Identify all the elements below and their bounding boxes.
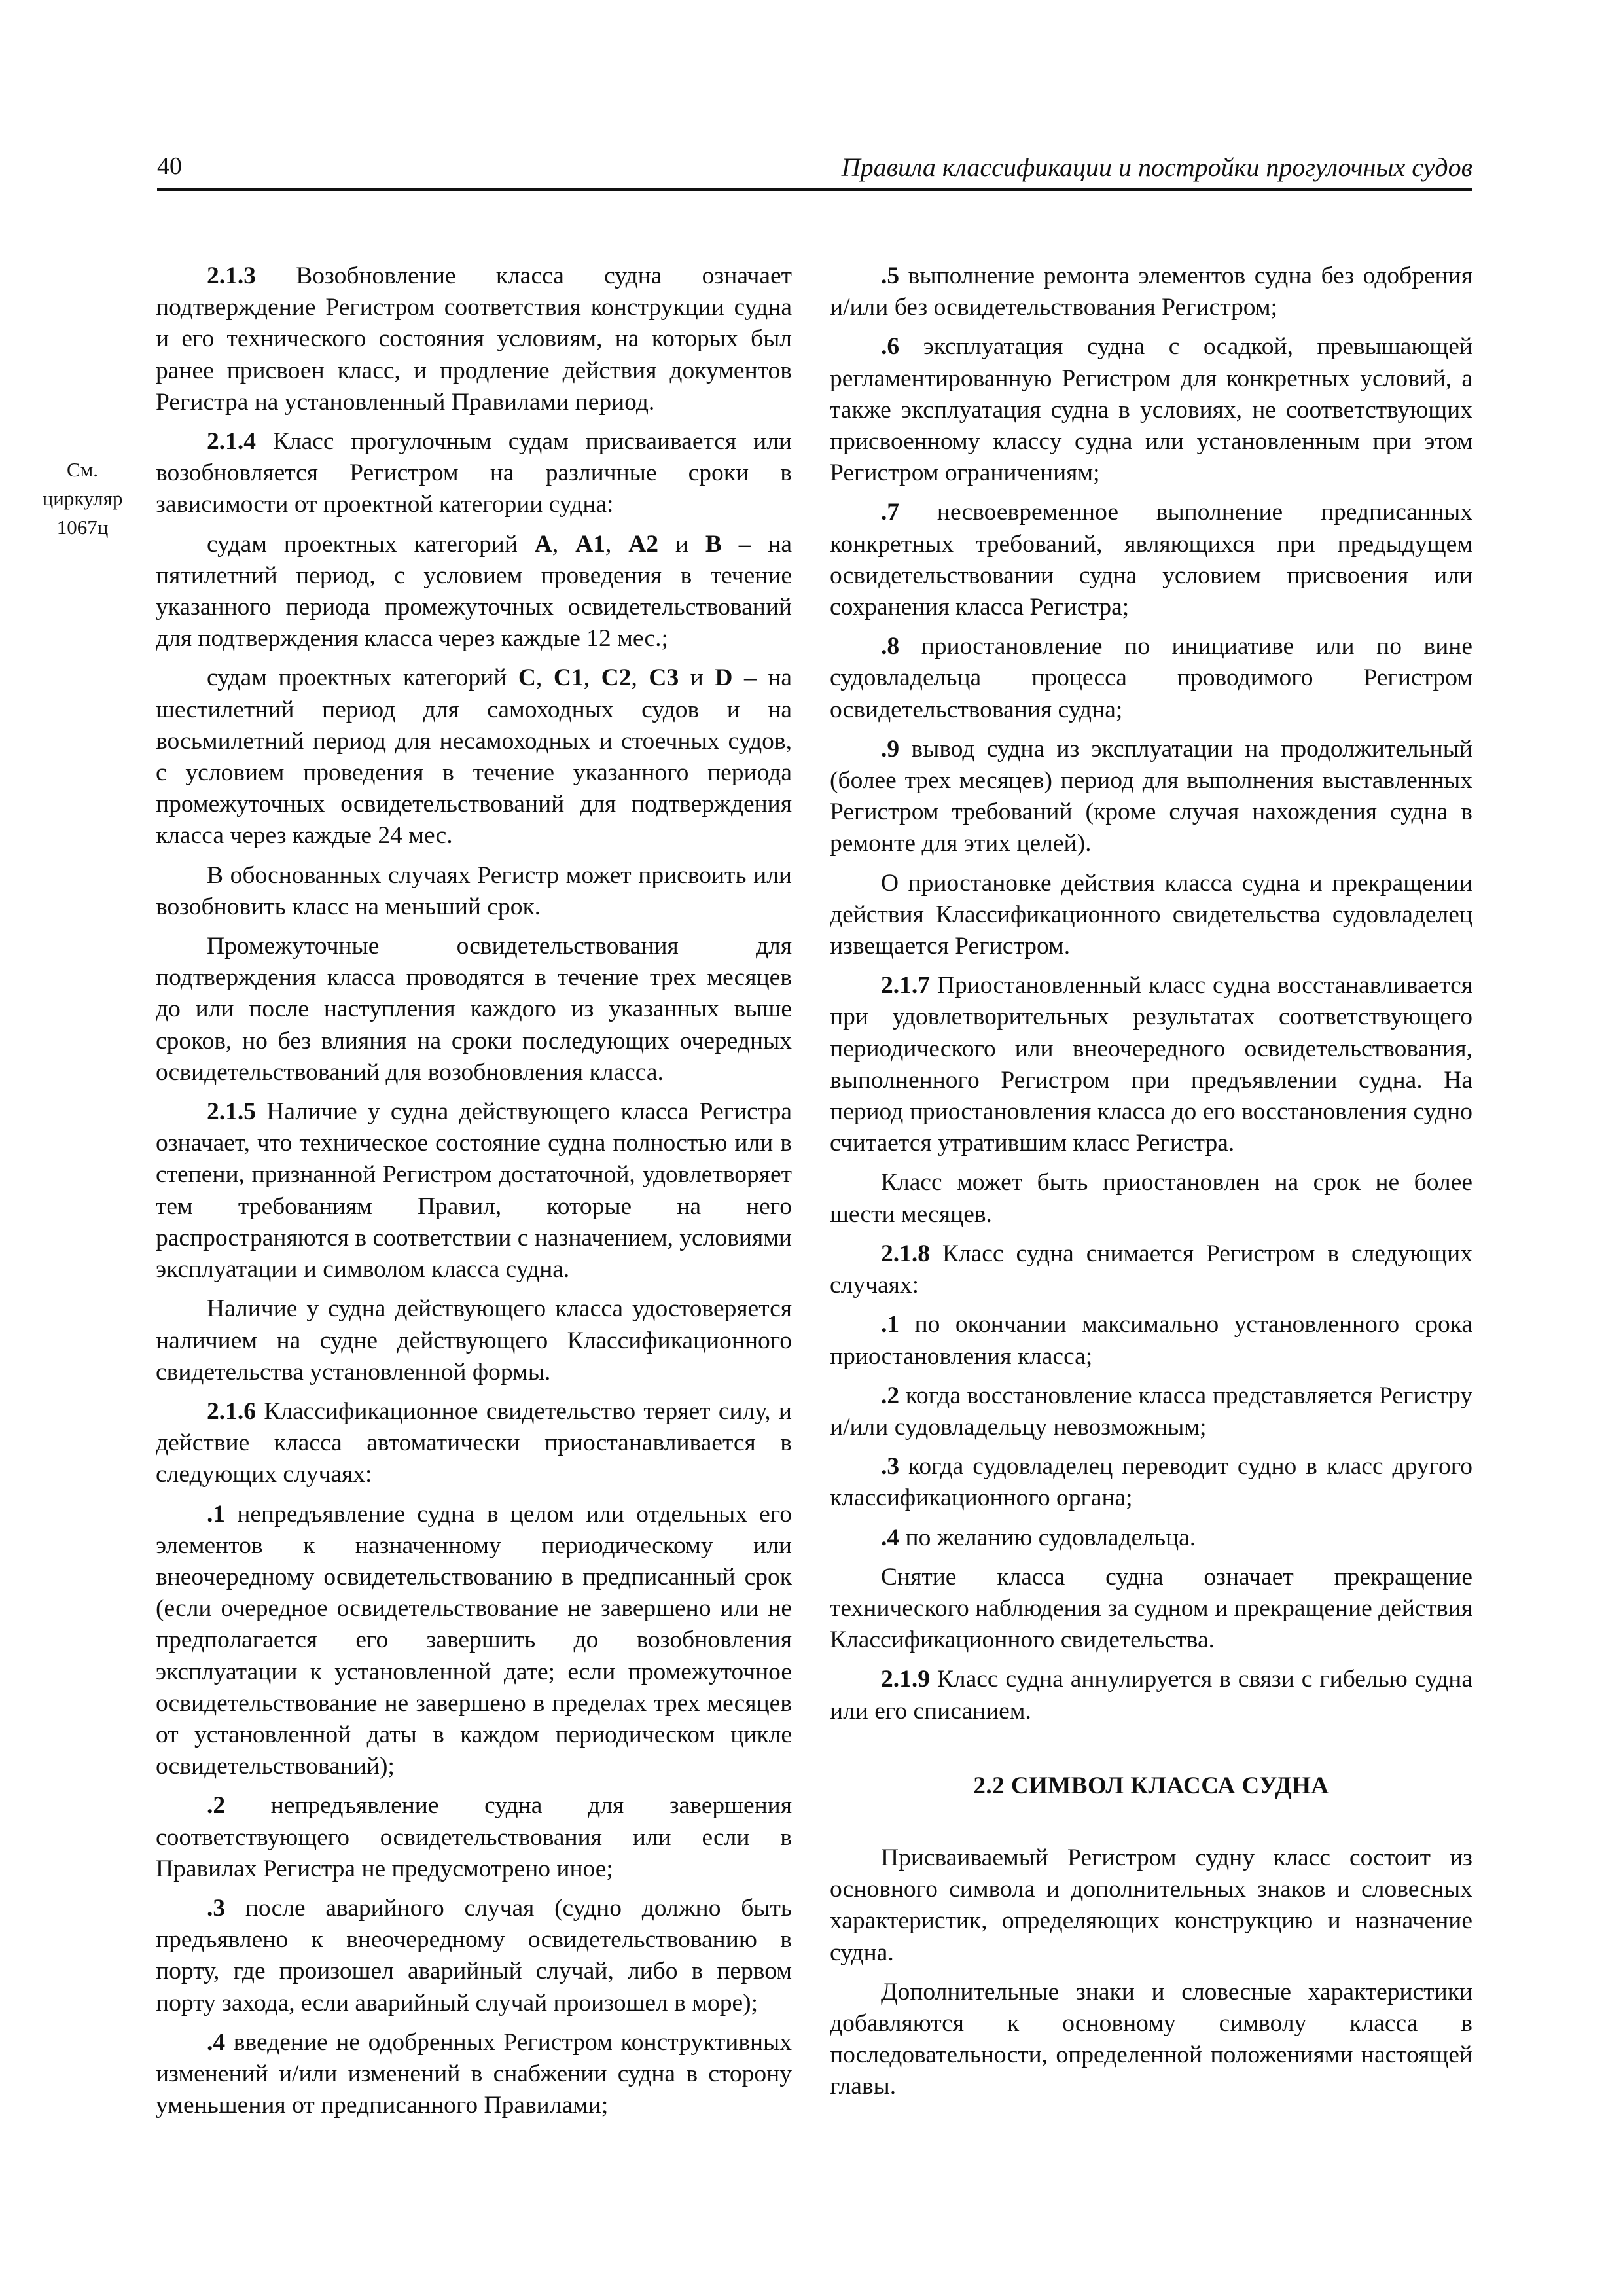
- paragraph-2-1-8: 2.1.8 Класс судна снимается Регистром в следующих случаях:: [830, 1240, 1472, 1299]
- list-item: .4 по желанию судовладельца.: [881, 1524, 1196, 1551]
- list-item: .5 выполнение ремонта элементов судна без одобрения и/или без освидетельствования Регистром;: [830, 262, 1472, 321]
- page-number: 40: [157, 152, 182, 180]
- paragraph: Класс может быть приостановлен на срок не более шести месяцев.: [830, 1169, 1472, 1228]
- list-item: .3 когда судовладелец переводит судно в класс другого классификационного органа;: [830, 1453, 1472, 1512]
- list-item: .2 непредъявление судна для завершения соответствующего освидетельствования или если в Правилах Регистра не предусмотрено иное;: [156, 1792, 792, 1882]
- list-item: .1 непредъявление судна в целом или отдельных его элементов к назначенному периодическому или внеочередному освидетельствованию в предписанный срок (если очередное освидетельствование не завершено или не предполагается его завершить до возобновления эксплуатации к установленной дате; если промежуточное освидетельствование не завершено в пределах трех месяцев от установленной даты в каждом периодическом цикле освидетельствований);: [156, 1500, 792, 1780]
- paragraph-categories-c: судам проектных категорий С, С1, С2, С3 и D – на шестилетний период для самоходных судов и на восьмилетний период для несамоходных и стоечных судов, с условием проведения в течение указанного периода промежуточных освидетельствований для подтверждения класса через каждые 24 мес.: [156, 664, 793, 850]
- paragraph: В обоснованных случаях Регистр может присвоить или возобновить класс на меньший срок.: [156, 861, 792, 920]
- paragraph-categories-a: судам проектных категорий А, А1, А2 и В – на пятилетний период, с условием проведения в течение указанного периода промежуточных освидетельствований для подтверждения класса через каждые 12 мес.;: [156, 530, 793, 653]
- list-item: .7 несвоевременное выполнение предписанных конкретных требований, являющихся при предыдущем освидетельствовании судна условием присвоения или сохранения класса Регистра;: [830, 499, 1472, 621]
- paragraph-2-1-7: 2.1.7 Приостановленный класс судна восстанавливается при удовлетворительных результатах соответствующего периодического или внеочередного освидетельствования, выполненного Регистром при предъявлении судна. На период приостановления класса до его восстановления судно считается утратившим класс Регистра.: [830, 972, 1472, 1157]
- paragraph-2-1-9: 2.1.9 Класс судна аннулируется в связи с гибелью судна или его списанием.: [830, 1666, 1472, 1725]
- paragraph-2-1-5: 2.1.5 Наличие у судна действующего класса Регистра означает, что техническое состояние судна полностью или в степени, признанной Регистром достаточной, удовлетворяет тем требованиям Правил, которые на него распространяются в соответствии с назначением, условиями эксплуатации и символом класса судна.: [156, 1098, 792, 1283]
- list-item: .9 вывод судна из эксплуатации на продолжительный (более трех месяцев) период для выполнения выставленных Регистром требований (кроме случая нахождения судна в ремонте для этих целей).: [830, 735, 1472, 857]
- paragraph: Снятие класса судна означает прекращение технического наблюдения за судном и прекращение действия Классификационного свидетельства.: [830, 1563, 1473, 1654]
- paragraph-2-1-3: 2.1.3 Возобновление класса судна означает подтверждение Регистром соответствия конструкции судна и его технического состояния условиям, на которых был ранее присвоен класс, и продление действия документов Регистра на установленный Правилами период.: [156, 262, 792, 416]
- list-item: .6 эксплуатация судна с осадкой, превышающей регламентированную Регистром для конкретных условий, а также эксплуатация судна в условиях, не соответствующих присвоенному классу судна или установленным при этом Регистром ограничениям;: [830, 333, 1472, 487]
- paragraph-2-1-4: 2.1.4 Класс прогулочным судам присваивается или возобновляется Регистром на различные сроки в зависимости от проектной категории судна:: [156, 428, 792, 518]
- section-paragraph: Присваиваемый Регистром судну класс состоит из основного символа и дополнительных знаков и словесных характеристик, определяющих конструкцию и назначение судна.: [830, 1844, 1472, 1966]
- list-item: .4 введение не одобренных Регистром конструктивных изменений и/или изменений в снабжении судна в сторону уменьшения от предписанного Правилами;: [156, 2028, 792, 2119]
- page-header: [157, 152, 1472, 194]
- margin-note-line: циркуляр: [42, 487, 123, 510]
- paragraph: О приостановке действия класса судна и прекращении действия Классификационного свидетельства судовладелец извещается Регистром.: [830, 869, 1472, 960]
- header-rule: [157, 188, 1472, 191]
- list-item: .2 когда восстановление класса представляется Регистру и/или судовладельцу невозможным;: [830, 1382, 1472, 1441]
- right-column: [830, 260, 1472, 2111]
- paragraph-2-1-6: 2.1.6 Классификационное свидетельство теряет силу, и действие класса автоматически приостанавливается в следующих случаях:: [156, 1397, 792, 1488]
- section-title: 2.2 СИМВОЛ КЛАССА СУДНА: [973, 1772, 1329, 1799]
- list-item: .8 приостановление по инициативе или по вине судовладельца процесса проводимого Регистром освидетельствования судна;: [830, 633, 1472, 723]
- margin-note: [24, 456, 141, 542]
- left-column: [156, 260, 792, 2129]
- list-item: .3 после аварийного случая (судно должно быть предъявлено к внеочередному освидетельствованию в порту, где произошел аварийный случай, либо в первом порту захода, если аварийный случай произошел в море);: [156, 1894, 792, 2017]
- running-title: Правила классификации и постройки прогулочных судов: [841, 152, 1472, 182]
- list-item: .1 по окончании максимально установленного срока приостановления класса;: [830, 1311, 1472, 1370]
- section-paragraph: Дополнительные знаки и словесные характеристики добавляются к основному символу класса в последовательности, определенной положениями настоящей главы.: [830, 1978, 1472, 2100]
- paragraph: Наличие у судна действующего класса удостоверяется наличием на судне действующего Классификационного свидетельства установленной формы.: [156, 1295, 792, 1386]
- margin-note-line: См.: [66, 458, 99, 481]
- margin-note-line: 1067ц: [56, 516, 109, 539]
- paragraph: Промежуточные освидетельствования для подтверждения класса проводятся в течение трех месяцев до или после наступления каждого из указанных выше сроков, но без влияния на сроки последующих очередных освидетельствований для возобновления класса.: [156, 933, 792, 1086]
